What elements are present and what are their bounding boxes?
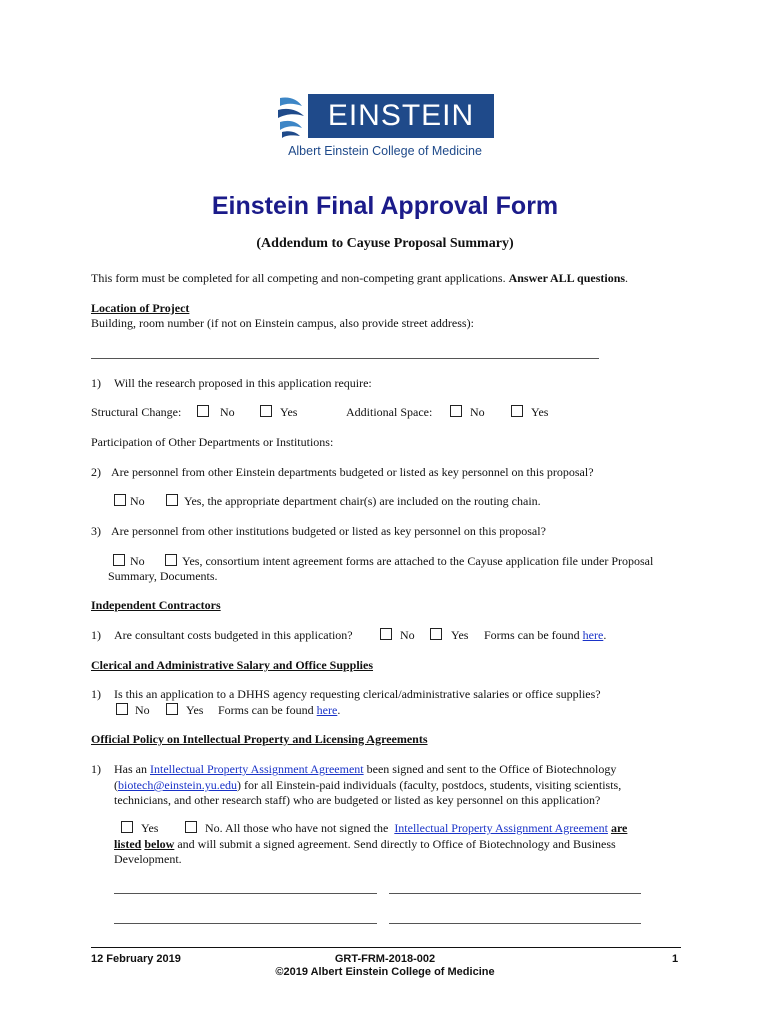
ip-agreement-link[interactable]: Intellectual Property Assignment Agreement: [150, 762, 364, 776]
ip-agreement-link-2[interactable]: Intellectual Property Assignment Agreement: [394, 821, 608, 835]
clerical-yes-checkbox[interactable]: [166, 703, 178, 715]
space-label: Additional Space:: [346, 405, 433, 419]
ip-no-note-line3: Development.: [114, 852, 182, 866]
signature-line-4[interactable]: [389, 923, 641, 924]
q3-yes-label: Yes, consortium intent agreement forms are attached to the Cayuse application file under Proposal: [182, 554, 654, 568]
structural-no-label: No: [220, 405, 235, 419]
space-no-checkbox[interactable]: [450, 405, 462, 417]
ip-question-line3: technicians, and other research staff) who are budgeted or listed as key personnel on this application?: [114, 793, 601, 807]
structural-yes-label: Yes: [280, 405, 298, 419]
q2-yes-label: Yes, the appropriate department chair(s) are included on the routing chain.: [184, 494, 541, 508]
q2-no-checkbox[interactable]: [114, 494, 126, 506]
clerical-no-checkbox[interactable]: [116, 703, 128, 715]
space-yes-checkbox[interactable]: [511, 405, 523, 417]
logo-subtitle: Albert Einstein College of Medicine: [288, 144, 482, 158]
footer-page-number: 1: [672, 953, 679, 965]
clerical-yes-label: Yes: [186, 703, 204, 717]
biotech-email-link[interactable]: biotech@einstein.yu.edu: [118, 778, 238, 792]
signature-line-3[interactable]: [114, 923, 377, 924]
space-yes-label: Yes: [531, 405, 549, 419]
q3-text: 3) Are personnel from other institutions budgeted or listed as key personnel on this proposal?: [91, 524, 546, 538]
ip-no-checkbox[interactable]: [185, 821, 197, 833]
einstein-logo: [276, 92, 494, 162]
q3-yes-continued: Summary, Documents.: [108, 569, 218, 583]
structural-no-checkbox[interactable]: [197, 405, 209, 417]
q1-text: 1) Will the research proposed in this application require:: [91, 376, 372, 390]
ip-question-line1: 1) Has an Intellectual Property Assignment Agreement been signed and sent to the Office of Biotechnology: [91, 762, 617, 776]
clerical-question: 1) Is this an application to a DHHS agency requesting clerical/administrative salaries or office supplies?: [91, 687, 601, 701]
q2-no-label: No: [130, 494, 145, 508]
page-subtitle: (Addendum to Cayuse Proposal Summary): [256, 236, 514, 251]
contractors-forms-link[interactable]: here: [582, 628, 604, 642]
ip-header: Official Policy on Intellectual Property and Licensing Agreements: [91, 732, 428, 746]
contractors-no-checkbox[interactable]: [380, 628, 392, 640]
q3-no-checkbox[interactable]: [113, 554, 125, 566]
ip-no-note-line2: listed below and will submit a signed agreement. Send directly to Office of Biotechnology and Business: [114, 837, 616, 851]
footer-divider: [91, 947, 681, 948]
q1-options-row: Structural Change:: [91, 405, 182, 419]
ip-yes-checkbox[interactable]: [121, 821, 133, 833]
signature-line-2[interactable]: [389, 893, 641, 894]
contractors-yes-label: Yes: [451, 628, 469, 642]
clerical-header: Clerical and Administrative Salary and Office Supplies: [91, 658, 374, 672]
contractors-yes-checkbox[interactable]: [430, 628, 442, 640]
footer-copyright: ©2019 Albert Einstein College of Medicine: [275, 966, 495, 978]
footer-date: 12 February 2019: [91, 953, 181, 965]
logo-mark-icon: [276, 94, 306, 138]
q2-text: 2) Are personnel from other Einstein departments budgeted or listed as key personnel on this proposal?: [91, 465, 594, 479]
q2-yes-checkbox[interactable]: [166, 494, 178, 506]
contractors-header: Independent Contractors: [91, 598, 221, 612]
clerical-forms-link[interactable]: here: [316, 703, 338, 717]
ip-no-note: No. All those who have not signed the Intellectual Property Assignment Agreement are: [205, 821, 628, 835]
clerical-no-label: No: [135, 703, 150, 717]
location-input-line[interactable]: [91, 358, 599, 359]
structural-yes-checkbox[interactable]: [260, 405, 272, 417]
location-prompt: Building, room number (if not on Einstein campus, also provide street address):: [91, 316, 474, 330]
q3-no-label: No: [130, 554, 145, 568]
ip-yes-label: Yes: [141, 821, 159, 835]
signature-line-1[interactable]: [114, 893, 377, 894]
ip-question-line2: (biotech@einstein.yu.edu) for all Einstein-paid individuals (faculty, postdocs, students, visiting scientists,: [114, 778, 622, 792]
contractors-forms-note: Forms can be found here.: [484, 628, 607, 642]
space-no-label: No: [470, 405, 485, 419]
logo-wordmark: EINSTEIN: [327, 99, 475, 132]
page-title: Einstein Final Approval Form: [211, 192, 559, 220]
footer-code: GRT-FRM-2018-002: [334, 953, 436, 965]
participation-label: Participation of Other Departments or Institutions:: [91, 435, 334, 449]
contractors-no-label: No: [400, 628, 415, 642]
contractors-question: 1) Are consultant costs budgeted in this application?: [91, 628, 353, 642]
clerical-forms-note: Forms can be found here.: [218, 703, 341, 717]
intro-text: This form must be completed for all competing and non-competing grant applications. Answer ALL questions.: [91, 271, 629, 285]
location-header: Location of Project: [91, 301, 190, 315]
q3-yes-checkbox[interactable]: [165, 554, 177, 566]
